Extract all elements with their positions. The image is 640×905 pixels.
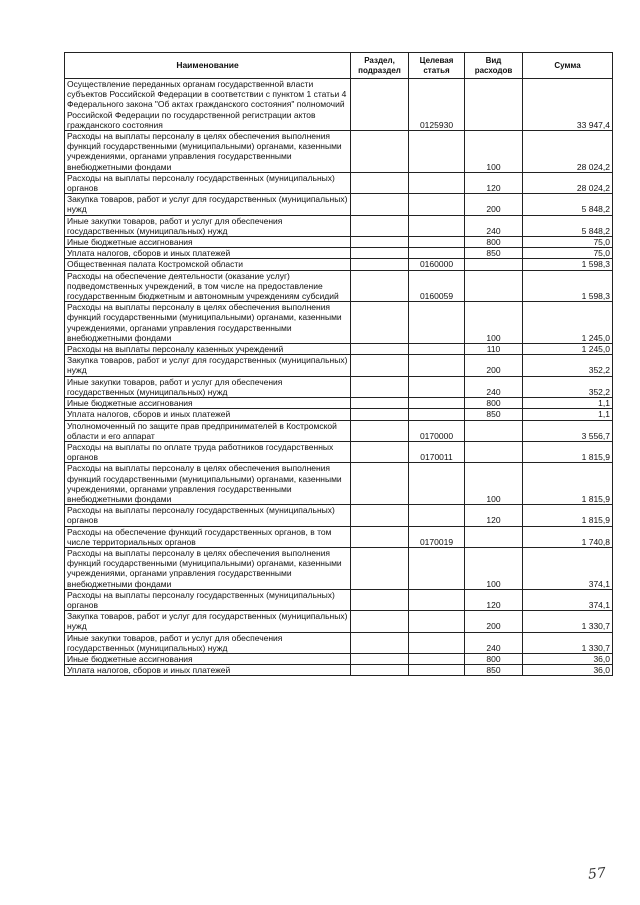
table-row xyxy=(65,355,613,376)
cell-kind: 100 xyxy=(465,463,523,505)
cell-section xyxy=(351,194,409,215)
cell-name: Уплата налогов, сборов и иных платежей xyxy=(65,409,351,420)
cell-kind: 800 xyxy=(465,237,523,248)
cell-name: Иные бюджетные ассигнования xyxy=(65,237,351,248)
cell-kind: 120 xyxy=(465,589,523,610)
table-row xyxy=(65,79,613,131)
table-body xyxy=(65,79,613,676)
cell-kind: 850 xyxy=(465,248,523,259)
table-row xyxy=(65,653,613,664)
cell-kind xyxy=(465,270,523,302)
cell-target: 0160000 xyxy=(409,259,465,270)
cell-sum: 1 330,7 xyxy=(523,611,613,632)
cell-name: Расходы на выплаты персоналу государственных (муниципальных) органов xyxy=(65,505,351,526)
cell-sum: 352,2 xyxy=(523,355,613,376)
cell-section xyxy=(351,344,409,355)
cell-name: Расходы на выплаты персоналу в целях обеспечения выполнения функций государственными (муниципальными) органами, казенными учреждениями, органами управления государственными внебюджетными фондами xyxy=(65,547,351,589)
table-row xyxy=(65,215,613,236)
cell-kind: 110 xyxy=(465,344,523,355)
cell-name: Закупка товаров, работ и услуг для государственных (муниципальных) нужд xyxy=(65,611,351,632)
table-row xyxy=(65,376,613,397)
cell-kind: 120 xyxy=(465,505,523,526)
cell-name: Расходы на выплаты персоналу государственных (муниципальных) органов xyxy=(65,589,351,610)
cell-sum: 5 848,2 xyxy=(523,194,613,215)
cell-name: Общественная палата Костромской области xyxy=(65,259,351,270)
cell-kind: 100 xyxy=(465,131,523,173)
table-row xyxy=(65,441,613,462)
cell-target xyxy=(409,665,465,676)
cell-section xyxy=(351,172,409,193)
table-row xyxy=(65,172,613,193)
cell-sum: 1,1 xyxy=(523,409,613,420)
cell-target xyxy=(409,611,465,632)
cell-name: Расходы на выплаты персоналу государственных (муниципальных) органов xyxy=(65,172,351,193)
table-row xyxy=(65,463,613,505)
cell-target xyxy=(409,131,465,173)
cell-target xyxy=(409,376,465,397)
cell-kind: 850 xyxy=(465,665,523,676)
expenditure-table xyxy=(64,52,613,676)
cell-sum: 33 947,4 xyxy=(523,79,613,131)
cell-section xyxy=(351,270,409,302)
cell-sum: 352,2 xyxy=(523,376,613,397)
cell-kind xyxy=(465,79,523,131)
table-row xyxy=(65,589,613,610)
cell-sum: 374,1 xyxy=(523,547,613,589)
cell-target: 0125930 xyxy=(409,79,465,131)
table-row xyxy=(65,248,613,259)
cell-sum: 28 024,2 xyxy=(523,131,613,173)
cell-name: Закупка товаров, работ и услуг для государственных (муниципальных) нужд xyxy=(65,194,351,215)
cell-kind xyxy=(465,420,523,441)
cell-sum: 1 815,9 xyxy=(523,441,613,462)
cell-section xyxy=(351,259,409,270)
cell-sum: 5 848,2 xyxy=(523,215,613,236)
cell-name: Осуществление переданных органам государственной власти субъектов Российской Федерации в соответствии с пунктом 1 статьи 4 Федерального закона "Об актах гражданского состояния" полномочий Российской Федерации по государственной регистрации актов гражданского состояния xyxy=(65,79,351,131)
cell-section xyxy=(351,632,409,653)
table-row xyxy=(65,526,613,547)
cell-section xyxy=(351,653,409,664)
cell-name: Расходы на обеспечение деятельности (оказание услуг) подведомственных учреждений, в том числе на предоставление государственным бюджетным и автономным учреждениям субсидий xyxy=(65,270,351,302)
cell-target xyxy=(409,237,465,248)
cell-section xyxy=(351,463,409,505)
cell-kind: 850 xyxy=(465,409,523,420)
cell-target xyxy=(409,589,465,610)
cell-section xyxy=(351,302,409,344)
cell-sum: 1 245,0 xyxy=(523,302,613,344)
table-row xyxy=(65,409,613,420)
cell-target: 0170019 xyxy=(409,526,465,547)
cell-sum: 3 556,7 xyxy=(523,420,613,441)
table-row xyxy=(65,259,613,270)
cell-section xyxy=(351,215,409,236)
cell-section xyxy=(351,547,409,589)
cell-kind xyxy=(465,441,523,462)
cell-kind: 240 xyxy=(465,376,523,397)
header-sum: Сумма xyxy=(523,53,613,79)
cell-target xyxy=(409,194,465,215)
cell-sum: 75,0 xyxy=(523,237,613,248)
cell-section xyxy=(351,131,409,173)
cell-sum: 1 740,8 xyxy=(523,526,613,547)
cell-name: Иные бюджетные ассигнования xyxy=(65,653,351,664)
cell-target xyxy=(409,355,465,376)
cell-target xyxy=(409,215,465,236)
cell-target xyxy=(409,172,465,193)
cell-name: Закупка товаров, работ и услуг для государственных (муниципальных) нужд xyxy=(65,355,351,376)
cell-sum: 28 024,2 xyxy=(523,172,613,193)
cell-section xyxy=(351,79,409,131)
table-row xyxy=(65,632,613,653)
cell-section xyxy=(351,505,409,526)
cell-target xyxy=(409,248,465,259)
cell-kind xyxy=(465,259,523,270)
header-name: Наименование xyxy=(65,53,351,79)
cell-kind: 200 xyxy=(465,194,523,215)
cell-sum: 75,0 xyxy=(523,248,613,259)
cell-sum: 36,0 xyxy=(523,665,613,676)
cell-name: Иные закупки товаров, работ и услуг для обеспечения государственных (муниципальных) нужд xyxy=(65,632,351,653)
cell-section xyxy=(351,248,409,259)
table-row xyxy=(65,194,613,215)
table-row xyxy=(65,665,613,676)
cell-sum: 1 598,3 xyxy=(523,259,613,270)
cell-kind: 240 xyxy=(465,632,523,653)
cell-sum: 1 245,0 xyxy=(523,344,613,355)
table-row xyxy=(65,131,613,173)
cell-name: Уполномоченный по защите прав предпринимателей в Костромской области и его аппарат xyxy=(65,420,351,441)
cell-target: 0170011 xyxy=(409,441,465,462)
cell-sum: 374,1 xyxy=(523,589,613,610)
cell-name: Уплата налогов, сборов и иных платежей xyxy=(65,248,351,259)
table-row xyxy=(65,237,613,248)
cell-name: Расходы на выплаты по оплате труда работников государственных органов xyxy=(65,441,351,462)
cell-kind: 100 xyxy=(465,302,523,344)
cell-target xyxy=(409,653,465,664)
cell-kind xyxy=(465,526,523,547)
header-target: Целевая статья xyxy=(409,53,465,79)
cell-sum: 1 330,7 xyxy=(523,632,613,653)
cell-sum: 1 815,9 xyxy=(523,505,613,526)
cell-section xyxy=(351,665,409,676)
header-section: Раздел, подраздел xyxy=(351,53,409,79)
page-number: 57 xyxy=(587,865,607,883)
table-row xyxy=(65,344,613,355)
cell-section xyxy=(351,409,409,420)
cell-section xyxy=(351,398,409,409)
cell-kind: 800 xyxy=(465,653,523,664)
cell-section xyxy=(351,611,409,632)
cell-section xyxy=(351,420,409,441)
cell-target xyxy=(409,344,465,355)
cell-sum: 1 815,9 xyxy=(523,463,613,505)
cell-name: Расходы на выплаты персоналу в целях обеспечения выполнения функций государственными (муниципальными) органами, казенными учреждениями, органами управления государственными внебюджетными фондами xyxy=(65,463,351,505)
cell-target xyxy=(409,632,465,653)
cell-target xyxy=(409,547,465,589)
cell-target: 0170000 xyxy=(409,420,465,441)
table-row xyxy=(65,398,613,409)
cell-name: Иные бюджетные ассигнования xyxy=(65,398,351,409)
cell-sum: 1 598,3 xyxy=(523,270,613,302)
table-row xyxy=(65,420,613,441)
table-row xyxy=(65,302,613,344)
cell-sum: 36,0 xyxy=(523,653,613,664)
cell-kind: 100 xyxy=(465,547,523,589)
cell-target xyxy=(409,505,465,526)
cell-kind: 120 xyxy=(465,172,523,193)
cell-section xyxy=(351,441,409,462)
table-row xyxy=(65,547,613,589)
cell-name: Расходы на выплаты персоналу в целях обеспечения выполнения функций государственными (муниципальными) органами, казенными учреждениями, органами управления государственными внебюджетными фондами xyxy=(65,131,351,173)
table-row xyxy=(65,611,613,632)
cell-kind: 200 xyxy=(465,611,523,632)
cell-name: Иные закупки товаров, работ и услуг для обеспечения государственных (муниципальных) нужд xyxy=(65,215,351,236)
header-kind: Вид расходов xyxy=(465,53,523,79)
cell-kind: 200 xyxy=(465,355,523,376)
cell-name: Уплата налогов, сборов и иных платежей xyxy=(65,665,351,676)
cell-kind: 800 xyxy=(465,398,523,409)
cell-section xyxy=(351,237,409,248)
cell-section xyxy=(351,355,409,376)
table-row xyxy=(65,270,613,302)
cell-name: Расходы на выплаты персоналу казенных учреждений xyxy=(65,344,351,355)
cell-name: Иные закупки товаров, работ и услуг для обеспечения государственных (муниципальных) нужд xyxy=(65,376,351,397)
cell-section xyxy=(351,376,409,397)
cell-target xyxy=(409,463,465,505)
cell-target: 0160059 xyxy=(409,270,465,302)
cell-section xyxy=(351,526,409,547)
cell-name: Расходы на выплаты персоналу в целях обеспечения выполнения функций государственными (муниципальными) органами, казенными учреждениями, органами управления государственными внебюджетными фондами xyxy=(65,302,351,344)
cell-sum: 1,1 xyxy=(523,398,613,409)
cell-kind: 240 xyxy=(465,215,523,236)
cell-target xyxy=(409,302,465,344)
cell-name: Расходы на обеспечение функций государственных органов, в том числе территориальных органов xyxy=(65,526,351,547)
cell-target xyxy=(409,398,465,409)
table-header-row xyxy=(65,53,613,79)
cell-target xyxy=(409,409,465,420)
table-row xyxy=(65,505,613,526)
cell-section xyxy=(351,589,409,610)
